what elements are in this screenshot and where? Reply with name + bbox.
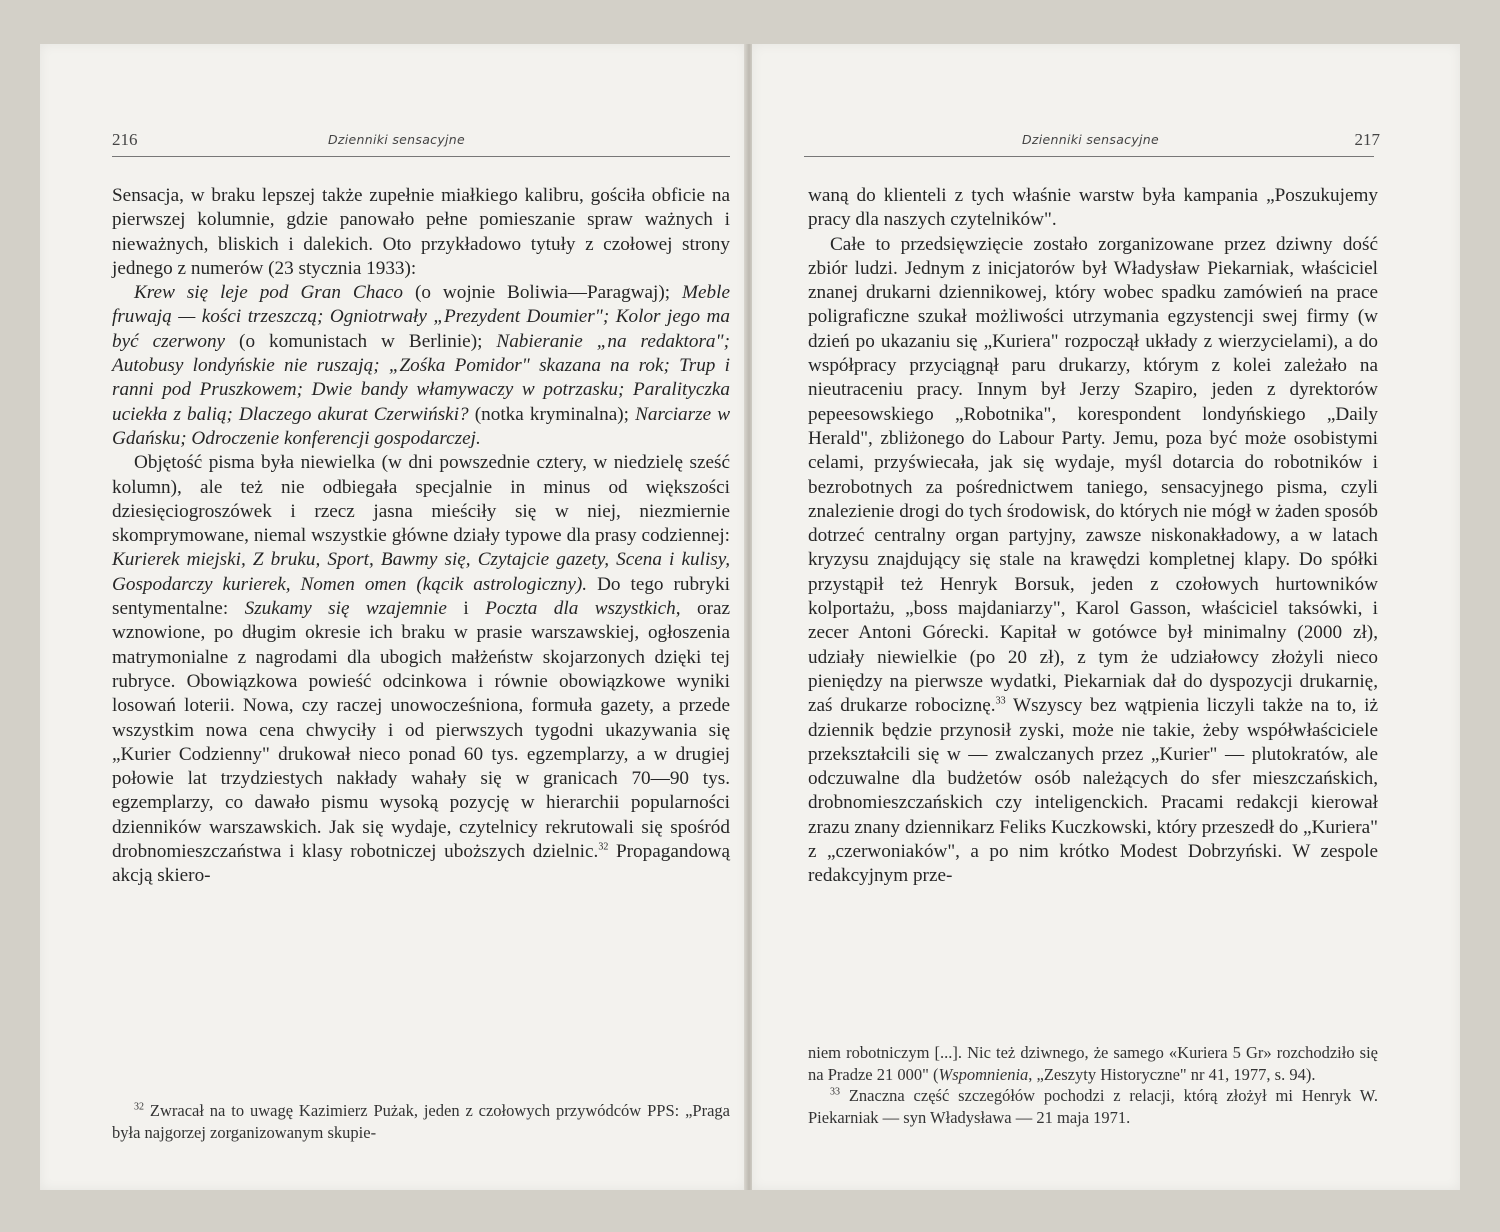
footnote-reference[interactable]: 33 — [995, 695, 1006, 707]
rubric-title: Poczta dla wszystkich — [485, 598, 676, 620]
titles-paragraph — [112, 281, 730, 451]
rubric-title: Szukamy się wzajemnie — [244, 598, 447, 620]
text-run: Propagandową akcją skiero- — [112, 841, 731, 887]
text-run: Do tego rubryki sentymentalne: — [112, 573, 730, 620]
header-rule — [112, 156, 730, 157]
text-run: i — [446, 598, 486, 620]
text-run: , oraz wznowione, po długim okresie ich braku w prasie warszawskiej, ogłoszenia matrymonialne z nagrodami dla ubogich małżeństw skojarzonych dzięki tej rubryce. Obowiązkowa powieść odcinkowa i równie obowiązkowe wyniki losowań loterii. Nowa, czy raczej unowocześniona, formuła gazety, a przede wszystkim nowa cena chwyciły i od pierwszych tygodni ukazywania się „Kurier Codzienny" drukował nieco ponad 60 tys. egzemplarzy, a w drugiej połowie lat trzydziestych nakłady wahały się w granicach 70—90 tys. egzemplarzy, co dawało pismu wysoką pozycję w hierarchii popularności dzienników warszawskich. Jak się wydaje, czytelnicy rekrutowali się spośród drobnomieszczaństwa i klasy robotniczej uboższych dzielnic. — [112, 598, 730, 863]
right-body-text — [808, 184, 1378, 889]
footnote-continuation — [808, 1042, 1378, 1085]
footnote-number: 32 — [134, 1101, 144, 1113]
cited-title: Wspomnienia — [938, 1064, 1029, 1084]
paragraph: Sensacja, w braku lepszej także zupełnie miałkiego kalibru, gościła obficie na pierwszej kolumnie, gdzie panowało pełne pomieszanie spraw ważnych i nieważnych, bliskich i dalekich. Oto przykładowo tytuły z czołowej strony jednego z numerów (23 stycznia 1933): — [112, 185, 730, 279]
running-head: Dzienniki sensacyjne — [1022, 132, 1160, 147]
running-head: Dzienniki sensacyjne — [328, 132, 466, 147]
headline-note: (o wojnie Boliwia—Paragwaj); — [403, 282, 683, 304]
headline-title: Nabieranie „na redaktora"; Autobusy londyńskie nie ruszają; „Zośka Pomidor" skazana na rok; Trup i ranni pod Pruszkowem; Dwie bandy włamywaczy w potrzasku; Paralityczka uciekła z balią; Dlaczego akurat Czerwiński? — [112, 330, 730, 425]
right-page-header — [808, 130, 1380, 150]
footnote-text: Znaczna część szczegółów pochodzi z relacji, którą złożył mi Henryk W. Piekarniak — syn Władysława — 21 maja 1971. — [808, 1086, 1378, 1127]
page-number: 216 — [112, 130, 138, 149]
right-page — [752, 44, 1460, 1190]
left-page-header — [112, 130, 734, 150]
header-rule — [804, 156, 1374, 157]
headline-note: (o komunistach w Berlinie); — [225, 330, 497, 352]
footnote-number: 33 — [830, 1086, 840, 1098]
right-footnotes — [808, 1042, 1378, 1128]
paragraph — [808, 233, 1378, 889]
text-run: Objętość pisma była niewielka (w dni powszednie cztery, w niedzielę sześć kolumn), ale też nie odbiegała specjalnie in minus od większości dziesięciogroszówek i rzecz jasna mieściły się w niej, niezmiernie skomprymowane, niemal wszystkie główne działy typowe dla prasy codziennej: — [112, 452, 730, 547]
headline-note: (notka kryminalna); — [468, 403, 636, 425]
text-run: Całe to przedsięwzięcie zostało zorganizowane przez dziwny dość zbiór ludzi. Jednym z inicjatorów był Władysław Piekarniak, właściciel znanej drukarni dziennikowej, który wobec spadku zamówień na prace poligraficzne szukał możliwości utrzymania egzystencji swej firmy (w dzień po ukazaniu się „Kuriera" rozpoczął układy z wierzycielami), a do współpracy przyciągnął paru drukarzy, którym z kolei zależało na nieutraceniu pracy. Innym był Jerzy Szapiro, jeden z dyrektorów pepeesowskiego „Robotnika", korespondent londyńskiego „Daily Herald", zbliżonego do Labour Party. Jemu, poza być może osobistymi celami, przyświecała, jak się wydaje, myśl dotarcia do robotników i bezrobotnych za pośrednictwem taniego, sensacyjnego pisma, czyli znalezienie drogi do tych środowisk, do których nie mógł w żaden sposób dotrzeć centralny organ partyjny, zawsze niskonakładowy, a w latach kryzysu znajdujący się stale na krawędzi kompletnej klapy. Do spółki przystąpił też Henryk Borsuk, jeden z czołowych hurtowników kolportażu, „boss majdaniarzy", Karol Gasson, właściciel taksówki, i zecer Antoni Górecki. Kapitał w gotówce był minimalny (2000 zł), udziały niewielkie (po 20 zł), z tym że udziałowcy złożyli nieco pieniędzy na pierwsze wydatki, Piekarniak dał do dyspozycji drukarnię, zaś drukarze robociznę. — [808, 233, 1378, 717]
footnote-text: , „Zeszyty Historyczne" nr 41, 1977, s. 94). — [1028, 1064, 1316, 1084]
footnote-text: niem robotniczym [...]. Nic też dziwnego, że samego «Kuriera 5 Gr» rozchodziło się na Pradze 21 000" ( — [808, 1043, 1378, 1084]
page-number: 217 — [1354, 130, 1380, 149]
headline-title: Narciarze w Gdańsku; Odroczenie konferencji gospodarczej. — [112, 403, 730, 449]
left-page — [40, 44, 746, 1190]
rubrics-list: Kurierek miejski, Z bruku, Sport, Bawmy się, Czytajcie gazety, Scena i kulisy, Gospodarczy kurierek, Nomen omen (kącik astrologiczny). — [112, 549, 730, 595]
paragraph: waną do klienteli z tych właśnie warstw była kampania „Poszukujemy pracy dla naszych czytelników". — [808, 185, 1378, 231]
footnote-reference[interactable]: 32 — [598, 841, 609, 853]
left-body-text — [112, 184, 730, 889]
footnote — [808, 1085, 1378, 1128]
paragraph — [112, 451, 730, 888]
footnote-text: Zwracał na to uwagę Kazimierz Pużak, jeden z czołowych przywódców PPS: „Praga była najgorzej zorganizowanym skupie- — [112, 1101, 730, 1142]
left-footnotes — [112, 1100, 730, 1143]
text-run: Wszyscy bez wątpienia liczyli także na to, iż dziennik będzie przynosił zyski, może nie takie, żeby współwłaściciele przekształcili się w — zwalczanych przez „Kurier" — plutokratów, ale odczuwalne dla budżetów osób należących do sfer mieszczańskich, drobnomieszczańskich czy inteligenckich. Pracami redakcji kierował zrazu znany dziennikarz Feliks Kuczkowski, który przeszedł do „Kuriera" z „czerwoniaków", a po nim krótko Modest Dobrzyński. W zespole redakcyjnym prze- — [808, 695, 1378, 887]
headline-title: Meble fruwają — kości trzeszczą; Ogniotrwały „Prezydent Doumier"; Kolor jego ma być czerwony — [112, 282, 730, 352]
footnote — [112, 1100, 730, 1143]
headline-title: Krew się leje pod Gran Chaco — [134, 282, 403, 304]
